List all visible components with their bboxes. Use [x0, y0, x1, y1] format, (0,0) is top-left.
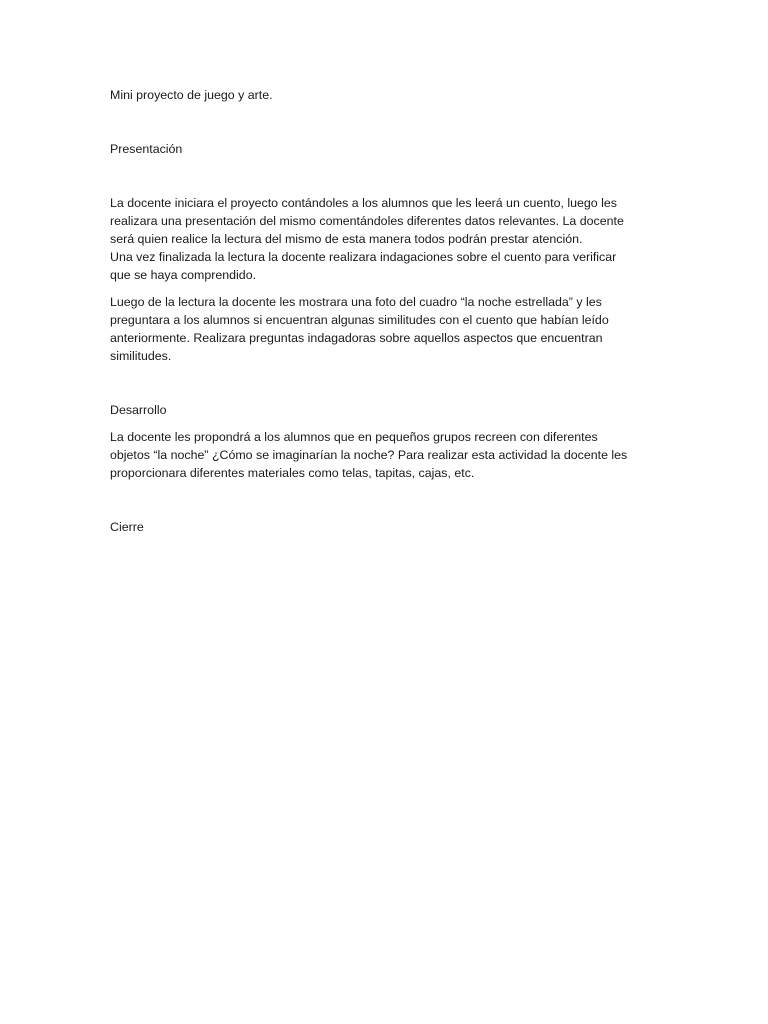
- spacer: [110, 419, 655, 428]
- text-line: La docente les propondrá a los alumnos que en pequeños grupos recreen con diferentes: [110, 430, 598, 444]
- text-line: La docente iniciara el proyecto contándoles a los alumnos que les leerá un cuento, luego les: [110, 196, 617, 210]
- paragraph-desarrollo-1: [110, 428, 655, 482]
- spacer: [110, 158, 655, 194]
- text-line: realizara una presentación del mismo comentándoles diferentes datos relevantes. La docente: [110, 214, 624, 228]
- text-line: proporcionara diferentes materiales como telas, tapitas, cajas, etc.: [110, 466, 475, 480]
- text-line: que se haya comprendido.: [110, 268, 257, 282]
- text-line: similitudes.: [110, 349, 172, 363]
- text-line: será quien realice la lectura del mismo de esta manera todos podrán prestar atención.: [110, 232, 583, 246]
- text-line: Una vez finalizada la lectura la docente realizara indagaciones sobre el cuento para verificar: [110, 250, 617, 264]
- section-heading-presentacion: Presentación: [110, 142, 183, 156]
- text-line: Luego de la lectura la docente les mostrara una foto del cuadro “la noche estrellada” y les: [110, 295, 602, 309]
- spacer: [110, 104, 655, 140]
- document-title: Mini proyecto de juego y arte.: [110, 88, 273, 102]
- text-line: preguntara a los alumnos si encuentran algunas similitudes con el cuento que habían leído: [110, 313, 609, 327]
- text-line: anteriormente. Realizara preguntas indagadoras sobre aquellos aspectos que encuentran: [110, 331, 603, 345]
- paragraph-presentacion-2: [110, 293, 655, 365]
- text-line: objetos “la noche” ¿Cómo se imaginarían la noche? Para realizar esta actividad la docente les: [110, 448, 628, 462]
- section-heading-desarrollo: Desarrollo: [110, 403, 167, 417]
- spacer: [110, 284, 655, 293]
- spacer: [110, 365, 655, 401]
- section-heading-cierre: Cierre: [110, 520, 144, 534]
- paragraph-presentacion-1: [110, 194, 655, 284]
- document-page: [110, 86, 655, 536]
- spacer: [110, 482, 655, 518]
